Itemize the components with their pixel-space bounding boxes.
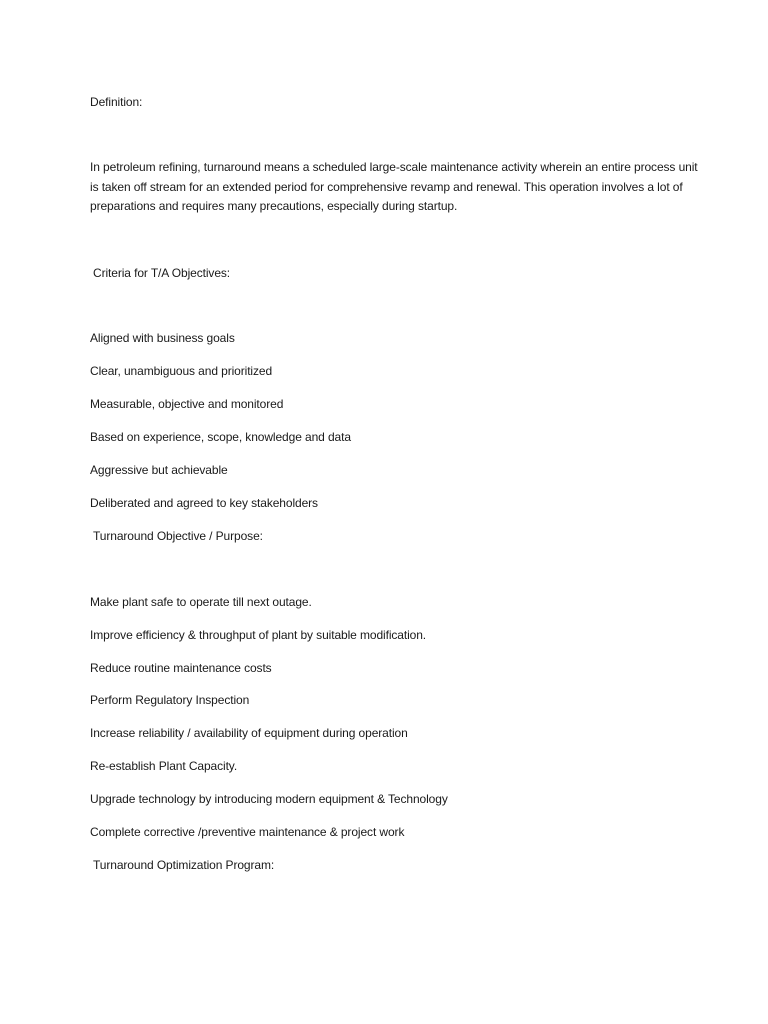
list-item: Aggressive but achievable [90,463,228,477]
list-item: Deliberated and agreed to key stakeholders [90,496,318,510]
list-item: Reduce routine maintenance costs [90,661,272,675]
list-item: Increase reliability / availability of equipment during operation [90,726,408,740]
criteria-heading: Criteria for T/A Objectives: [93,266,231,280]
list-item: Perform Regulatory Inspection [90,693,250,707]
list-item: Clear, unambiguous and prioritized [90,364,273,378]
list-item: Based on experience, scope, knowledge and data [90,430,351,444]
list-item: Re-establish Plant Capacity. [90,759,238,773]
definition-heading: Definition: [90,95,143,109]
list-item: Improve efficiency & throughput of plant by suitable modification. [90,628,427,642]
list-item: Aligned with business goals [90,331,235,345]
list-item: Measurable, objective and monitored [90,397,284,411]
list-item: Make plant safe to operate till next outage. [90,595,312,609]
list-item: Complete corrective /preventive maintenance & project work [90,825,405,839]
optimization-heading: Turnaround Optimization Program: [93,858,275,872]
list-item: Upgrade technology by introducing modern equipment & Technology [90,792,448,806]
definition-paragraph: In petroleum refining, turnaround means a scheduled large-scale maintenance activity wherein an entire process unit is taken off stream for an extended period for comprehensive revamp and renewal. This operation involves a lot of preparations and requires many precautions, especially during startup. [90,160,698,213]
objective-heading: Turnaround Objective / Purpose: [93,529,263,543]
